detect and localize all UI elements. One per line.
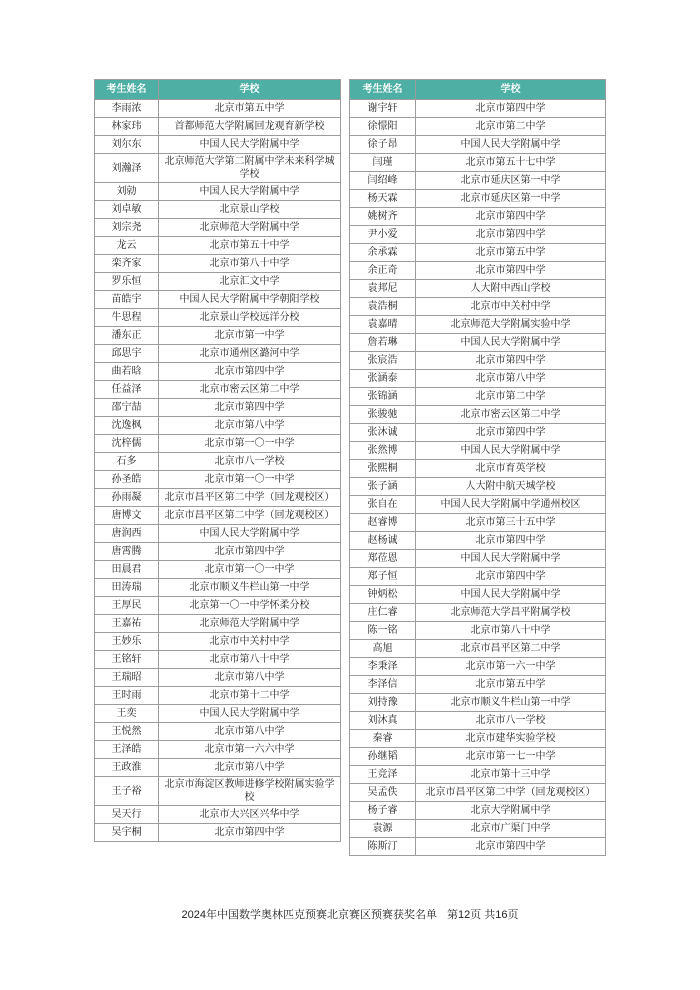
school-cell: 人大附中西山学校 [416,280,606,298]
table-row [350,280,606,298]
school-cell: 北京市第一中学 [159,327,341,345]
school-cell: 北京市延庆区第一中学 [416,172,606,190]
school-cell: 北京市中关村中学 [416,298,606,316]
roster-table-right [349,79,606,856]
candidate-name-cell: 闫绍峰 [350,172,416,190]
candidate-name-cell: 唐润西 [95,525,159,543]
table-row [95,255,341,273]
school-cell: 中国人民大学附属中学通州校区 [416,496,606,514]
candidate-name-cell: 石多 [95,453,159,471]
candidate-name-cell: 邱思宇 [95,345,159,363]
candidate-name-cell: 王政淮 [95,759,159,777]
candidate-name-cell: 任益泽 [95,381,159,399]
school-cell: 北京师范大学附属中学 [159,615,341,633]
school-cell: 北京市广渠门中学 [416,820,606,838]
school-cell: 北京市通州区潞河中学 [159,345,341,363]
table-row [350,208,606,226]
school-cell: 北京市第四中学 [159,543,341,561]
school-cell: 北京市第八十中学 [416,622,606,640]
candidate-name-cell: 张沐诚 [350,424,416,442]
candidate-name-cell: 张然博 [350,442,416,460]
school-cell: 北京市第五十中学 [159,237,341,255]
candidate-name-cell: 袁源 [350,820,416,838]
table-row [95,417,341,435]
table-row [350,748,606,766]
school-cell: 北京市第五中学 [416,244,606,262]
school-cell: 北京市中关村中学 [159,633,341,651]
school-cell: 北京市第四中学 [416,352,606,370]
table-row [95,399,341,417]
table-row [350,298,606,316]
page-footer [0,906,700,922]
table-row [350,460,606,478]
school-cell: 北京市建华实验学校 [416,730,606,748]
table-row [350,496,606,514]
table-row [350,388,606,406]
column-header-school: 学校 [416,80,606,100]
school-cell: 北京市育英学校 [416,460,606,478]
school-cell: 中国人民大学附属中学 [159,525,341,543]
table-row [95,118,341,136]
table-row [350,712,606,730]
candidate-name-cell: 刘卓敏 [95,201,159,219]
candidate-name-cell: 余正奇 [350,262,416,280]
table-row [350,604,606,622]
candidate-name-cell: 牛思程 [95,309,159,327]
candidate-name-cell: 郑子恒 [350,568,416,586]
candidate-name-cell: 王厚民 [95,597,159,615]
table-row [95,219,341,237]
table-row [95,615,341,633]
candidate-name-cell: 刘沐真 [350,712,416,730]
table-header-left [95,80,341,100]
candidate-name-cell: 唐霄腾 [95,543,159,561]
table-row [95,723,341,741]
table-row [95,824,341,842]
candidate-name-cell: 袁邦尼 [350,280,416,298]
school-cell: 北京市第一六一中学 [416,658,606,676]
candidate-name-cell: 沈梓儒 [95,435,159,453]
candidate-name-cell: 陈一铭 [350,622,416,640]
candidate-name-cell: 袁浩桐 [350,298,416,316]
candidate-name-cell: 徐憬阳 [350,118,416,136]
table-row [95,543,341,561]
candidate-name-cell: 吴宇桐 [95,824,159,842]
school-cell: 北京市八一学校 [416,712,606,730]
candidate-name-cell: 谢宇轩 [350,100,416,118]
candidate-name-cell: 闫瑾 [350,154,416,172]
table-row [350,406,606,424]
candidate-name-cell: 秦睿 [350,730,416,748]
candidate-name-cell: 林家玮 [95,118,159,136]
table-row [95,201,341,219]
table-row [350,136,606,154]
table-row [350,172,606,190]
school-cell: 北京第一〇一中学怀柔分校 [159,597,341,615]
candidate-name-cell: 王竞泽 [350,766,416,784]
table-row [95,273,341,291]
candidate-name-cell: 罗乐恒 [95,273,159,291]
school-cell: 中国人民大学附属中学 [416,586,606,604]
column-header-school: 学校 [159,80,341,100]
table-row [350,784,606,802]
table-row [350,532,606,550]
table-row [95,435,341,453]
table-row [95,489,341,507]
table-row [350,568,606,586]
school-cell: 北京市第一〇一中学 [159,561,341,579]
table-row [350,226,606,244]
school-cell: 北京市第四中学 [159,363,341,381]
table-row [95,471,341,489]
school-cell: 北京市第五十七中学 [416,154,606,172]
table-row [350,658,606,676]
table-row [350,820,606,838]
table-row [95,741,341,759]
table-row [350,154,606,172]
table-row [95,183,341,201]
table-body-left [95,100,341,842]
table-row [95,777,341,806]
candidate-name-cell: 郑莅恩 [350,550,416,568]
school-cell: 北京师范大学第二附属中学未来科学城学校 [159,154,341,183]
school-cell: 中国人民大学附属中学 [416,442,606,460]
table-row [350,694,606,712]
school-cell: 北京汇文中学 [159,273,341,291]
school-cell: 北京市第四中学 [416,532,606,550]
school-cell: 北京市第二中学 [416,118,606,136]
table-row [350,838,606,856]
candidate-name-cell: 刘瀚泽 [95,154,159,183]
candidate-name-cell: 赵杨诚 [350,532,416,550]
school-cell: 北京市第五中学 [416,676,606,694]
school-cell: 北京景山学校远洋分校 [159,309,341,327]
school-cell: 北京市第八十中学 [159,651,341,669]
table-row [350,262,606,280]
school-cell: 北京市第四中学 [416,226,606,244]
table-row [350,370,606,388]
table-row [350,550,606,568]
header-row [350,80,606,100]
candidate-name-cell: 张子涵 [350,478,416,496]
school-cell: 北京市第一七一中学 [416,748,606,766]
candidate-name-cell: 苗皓宇 [95,291,159,309]
candidate-name-cell: 刘尔东 [95,136,159,154]
candidate-name-cell: 赵睿博 [350,514,416,532]
candidate-name-cell: 潘东正 [95,327,159,345]
candidate-name-cell: 张熙桐 [350,460,416,478]
candidate-name-cell: 孙圣皓 [95,471,159,489]
table-row [350,730,606,748]
school-cell: 北京市昌平区第二中学 [416,640,606,658]
table-row [350,316,606,334]
candidate-name-cell: 李雨浓 [95,100,159,118]
school-cell: 北京市海淀区教师进修学校附属实验学校 [159,777,341,806]
school-cell: 中国人民大学附属中学朝阳学校 [159,291,341,309]
candidate-name-cell: 杨子睿 [350,802,416,820]
table-row [350,190,606,208]
table-row [95,633,341,651]
school-cell: 北京市第五中学 [159,100,341,118]
candidate-name-cell: 栾齐家 [95,255,159,273]
school-cell: 中国人民大学附属中学 [416,136,606,154]
candidate-name-cell: 袁嘉晴 [350,316,416,334]
table-header-right [350,80,606,100]
candidate-name-cell: 尹小爱 [350,226,416,244]
table-row [350,352,606,370]
school-cell: 北京市第四中学 [416,100,606,118]
candidate-name-cell: 张涵泰 [350,370,416,388]
school-cell: 北京市第八中学 [159,759,341,777]
school-cell: 北京市第四中学 [159,399,341,417]
candidate-name-cell: 高旭 [350,640,416,658]
school-cell: 北京市密云区第二中学 [416,406,606,424]
candidate-name-cell: 邵宁喆 [95,399,159,417]
school-cell: 中国人民大学附属中学 [159,136,341,154]
school-cell: 中国人民大学附属中学 [159,705,341,723]
candidate-name-cell: 唐博文 [95,507,159,525]
candidate-name-cell: 詹若琳 [350,334,416,352]
table-row [350,118,606,136]
table-row [350,244,606,262]
candidate-name-cell: 钟炳松 [350,586,416,604]
candidate-name-cell: 张锦涵 [350,388,416,406]
candidate-name-cell: 张自在 [350,496,416,514]
table-row [95,345,341,363]
candidate-name-cell: 王子裕 [95,777,159,806]
candidate-name-cell: 李泽信 [350,676,416,694]
school-cell: 北京市顺义牛栏山第一中学 [159,579,341,597]
table-row [350,622,606,640]
candidate-name-cell: 庄仁睿 [350,604,416,622]
table-row [95,327,341,345]
table-row [95,363,341,381]
candidate-name-cell: 张骏驰 [350,406,416,424]
candidate-name-cell: 王嘉祐 [95,615,159,633]
school-cell: 北京市八一学校 [159,453,341,471]
school-cell: 北京市第四中学 [416,568,606,586]
candidate-name-cell: 田涛瑞 [95,579,159,597]
table-row [95,597,341,615]
table-row [95,237,341,255]
candidate-name-cell: 吴孟佚 [350,784,416,802]
candidate-name-cell: 曲若晗 [95,363,159,381]
school-cell: 中国人民大学附属中学 [416,550,606,568]
school-cell: 北京市昌平区第二中学（回龙观校区） [416,784,606,802]
footer-page-info: 第12页 共16页 [446,909,519,921]
roster-table-left [94,79,341,842]
candidate-name-cell: 张宸浩 [350,352,416,370]
school-cell: 北京市第一〇一中学 [159,471,341,489]
candidate-name-cell: 沈逸枫 [95,417,159,435]
candidate-name-cell: 陈斯汀 [350,838,416,856]
table-row [95,669,341,687]
candidate-name-cell: 田晨君 [95,561,159,579]
school-cell: 北京市第十三中学 [416,766,606,784]
table-row [95,453,341,471]
table-row [95,136,341,154]
table-row [350,766,606,784]
school-cell: 北京市第八中学 [416,370,606,388]
table-row [95,507,341,525]
candidate-name-cell: 王瑞昭 [95,669,159,687]
table-row [95,561,341,579]
school-cell: 北京市第一〇一中学 [159,435,341,453]
school-cell: 北京市第一六六中学 [159,741,341,759]
school-cell: 北京市延庆区第一中学 [416,190,606,208]
school-cell: 北京市第四中学 [416,424,606,442]
school-cell: 人大附中航天城学校 [416,478,606,496]
candidate-name-cell: 王时雨 [95,687,159,705]
school-cell: 北京师范大学附属中学 [159,219,341,237]
school-cell: 北京市密云区第二中学 [159,381,341,399]
table-row [95,100,341,118]
candidate-name-cell: 李秉泽 [350,658,416,676]
school-cell: 北京市大兴区兴华中学 [159,806,341,824]
candidate-name-cell: 孙雨凝 [95,489,159,507]
table-row [95,154,341,183]
school-cell: 北京市第四中学 [416,838,606,856]
school-cell: 首都师范大学附属回龙观育新学校 [159,118,341,136]
candidate-name-cell: 吴天行 [95,806,159,824]
school-cell: 中国人民大学附属中学 [416,334,606,352]
school-cell: 北京市昌平区第二中学（回龙观校区） [159,489,341,507]
table-row [350,802,606,820]
candidate-name-cell: 王妙乐 [95,633,159,651]
table-row [95,579,341,597]
candidate-name-cell: 王铭轩 [95,651,159,669]
school-cell: 北京市第八中学 [159,669,341,687]
candidate-name-cell: 孙继韬 [350,748,416,766]
table-row [350,100,606,118]
candidate-name-cell: 龙云 [95,237,159,255]
table-row [95,806,341,824]
table-row [95,687,341,705]
table-row [95,309,341,327]
candidate-name-cell: 余承霖 [350,244,416,262]
table-row [350,640,606,658]
school-cell: 北京市第二中学 [416,388,606,406]
school-cell: 北京师范大学附属实验中学 [416,316,606,334]
school-cell: 北京景山学校 [159,201,341,219]
column-header-candidate-name: 考生姓名 [350,80,416,100]
footer-title: 2024年中国数学奥林匹克预赛北京赛区预赛获奖名单 [181,909,437,921]
table-row [350,478,606,496]
school-cell: 北京市昌平区第二中学（回龙观校区） [159,507,341,525]
table-row [95,759,341,777]
table-row [350,442,606,460]
table-row [95,651,341,669]
candidate-name-cell: 杨天霖 [350,190,416,208]
school-cell: 北京大学附属中学 [416,802,606,820]
school-cell: 北京市第四中学 [416,262,606,280]
school-cell: 北京市第八十中学 [159,255,341,273]
table-row [350,514,606,532]
school-cell: 北京市第四中学 [159,824,341,842]
table-row [350,676,606,694]
roster-tables-container [0,79,700,856]
candidate-name-cell: 王泽皓 [95,741,159,759]
candidate-name-cell: 王悦然 [95,723,159,741]
school-cell: 北京市第八中学 [159,723,341,741]
table-row [350,334,606,352]
table-row [95,291,341,309]
school-cell: 北京市第三十五中学 [416,514,606,532]
table-row [350,586,606,604]
candidate-name-cell: 王奕 [95,705,159,723]
candidate-name-cell: 姚树齐 [350,208,416,226]
table-row [95,705,341,723]
column-header-candidate-name: 考生姓名 [95,80,159,100]
candidate-name-cell: 刘勍 [95,183,159,201]
table-body-right [350,100,606,856]
candidate-name-cell: 刘持豫 [350,694,416,712]
school-cell: 中国人民大学附属中学 [159,183,341,201]
table-row [95,525,341,543]
candidate-name-cell: 徐子昂 [350,136,416,154]
table-row [95,381,341,399]
school-cell: 北京市顺义牛栏山第一中学 [416,694,606,712]
candidate-name-cell: 刘宗尧 [95,219,159,237]
table-row [350,424,606,442]
school-cell: 北京市第四中学 [416,208,606,226]
school-cell: 北京师范大学昌平附属学校 [416,604,606,622]
header-row [95,80,341,100]
school-cell: 北京市第十二中学 [159,687,341,705]
school-cell: 北京市第八中学 [159,417,341,435]
